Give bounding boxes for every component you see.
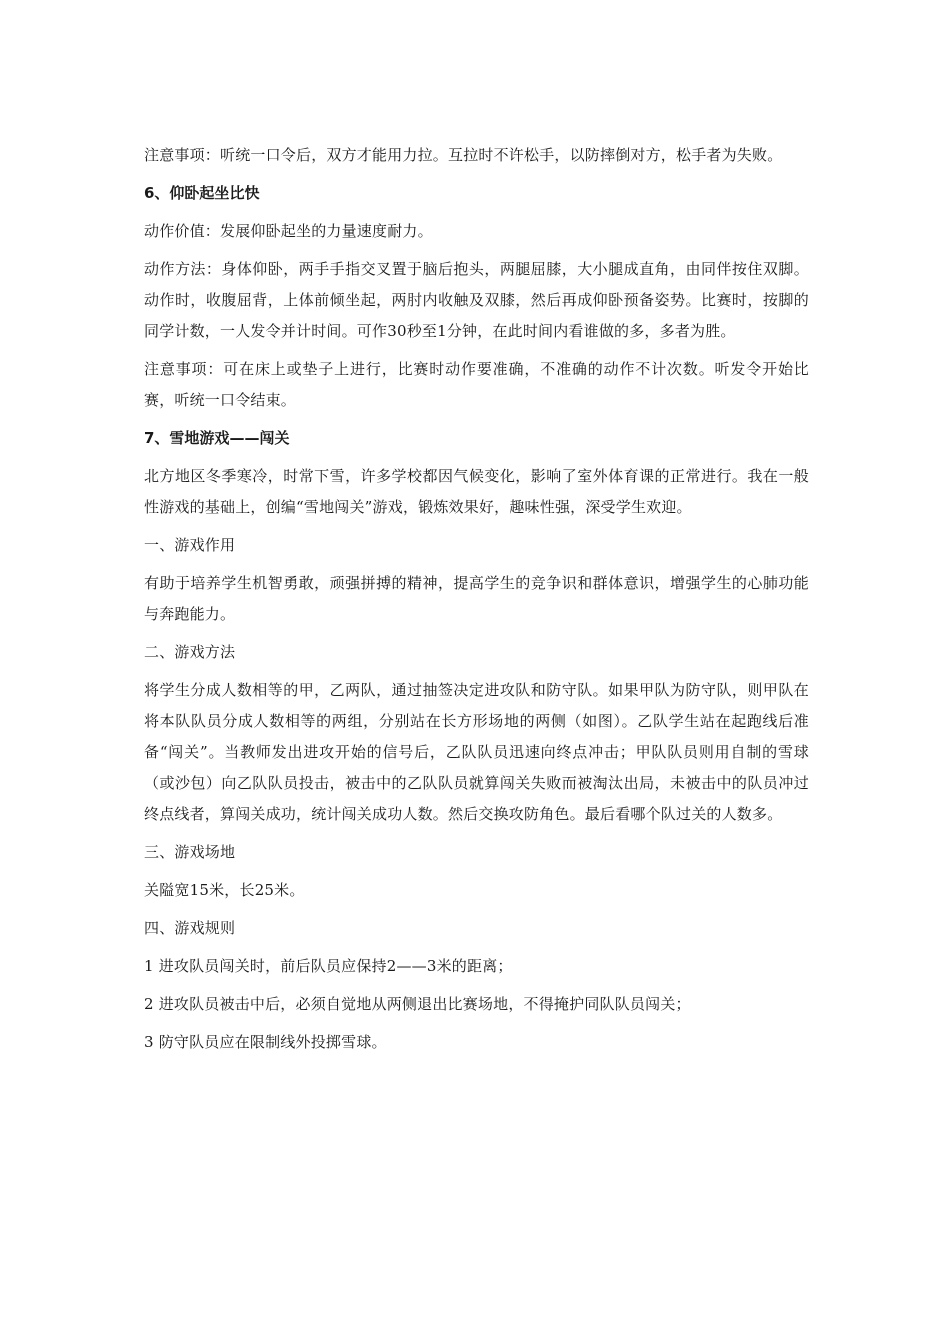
rule-item-1: 1 进攻队员闯关时，前后队员应保持2——3米的距离；: [144, 957, 513, 975]
paragraph-game-field: 关隘宽15米，长25米。: [144, 881, 305, 899]
paragraph-note-tug: 注意事项：听统一口令后，双方才能用力拉。互拉时不许松手，以防摔倒对方，松手者为失败。: [144, 146, 783, 164]
paragraph-snow-intro: 北方地区冬季寒冷，时常下雪，许多学校都因气候变化，影响了室外体育课的正常进行。我在一般性游戏的基础上，创编“雪地闯关”游戏，锻炼效果好，趣味性强，深受学生欢迎。: [144, 467, 809, 516]
paragraph-situp-method: 动作方法：身体仰卧，两手手指交叉置于脑后抱头，两腿屈膝，大小腿成直角，由同伴按住双脚。动作时，收腹屈背，上体前倾坐起，两肘内收触及双膝，然后再成仰卧预备姿势。比赛时，按脚的同学计数，一人发令并计时间。可作30秒至1分钟，在此时间内看谁做的多，多者为胜。: [144, 260, 809, 340]
rule-item-3: 3 防守队员应在限制线外投掷雪球。: [144, 1033, 387, 1051]
paragraph-game-method: 将学生分成人数相等的甲，乙两队，通过抽签决定进攻队和防守队。如果甲队为防守队，则甲队在将本队队员分成人数相等的两组，分别站在长方形场地的两侧（如图）。乙队学生站在起跑线后准备“闯关”。当教师发出进攻开始的信号后，乙队队员迅速向终点冲击；甲队队员则用自制的雪球（或沙包）向乙队队员投击，被击中的乙队队员就算闯关失败而被淘汰出局，未被击中的队员冲过终点线者，算闯关成功，统计闯关成功人数。然后交换攻防角色。最后看哪个队过关的人数多。: [144, 681, 809, 823]
section-heading-snow-game: 7、雪地游戏——闯关: [144, 429, 290, 447]
subheading-game-purpose: 一、游戏作用: [144, 536, 236, 554]
paragraph-situp-note: 注意事项：可在床上或垫子上进行，比赛时动作要准确，不准确的动作不计次数。听发令开始比赛，听统一口令结束。: [144, 360, 809, 409]
subheading-game-rules: 四、游戏规则: [144, 919, 236, 937]
section-heading-situp: 6、仰卧起坐比快: [144, 184, 260, 202]
subheading-game-method: 二、游戏方法: [144, 643, 236, 661]
rule-item-2: 2 进攻队员被击中后，必须自觉地从两侧退出比赛场地，不得掩护同队队员闯关；: [144, 995, 691, 1013]
paragraph-game-purpose: 有助于培养学生机智勇敢，顽强拼搏的精神，提高学生的竞争识和群体意识，增强学生的心肺功能与奔跑能力。: [144, 574, 809, 623]
paragraph-situp-value: 动作价值：发展仰卧起坐的力量速度耐力。: [144, 222, 433, 240]
document-body: [144, 140, 809, 1065]
subheading-game-field: 三、游戏场地: [144, 843, 236, 861]
